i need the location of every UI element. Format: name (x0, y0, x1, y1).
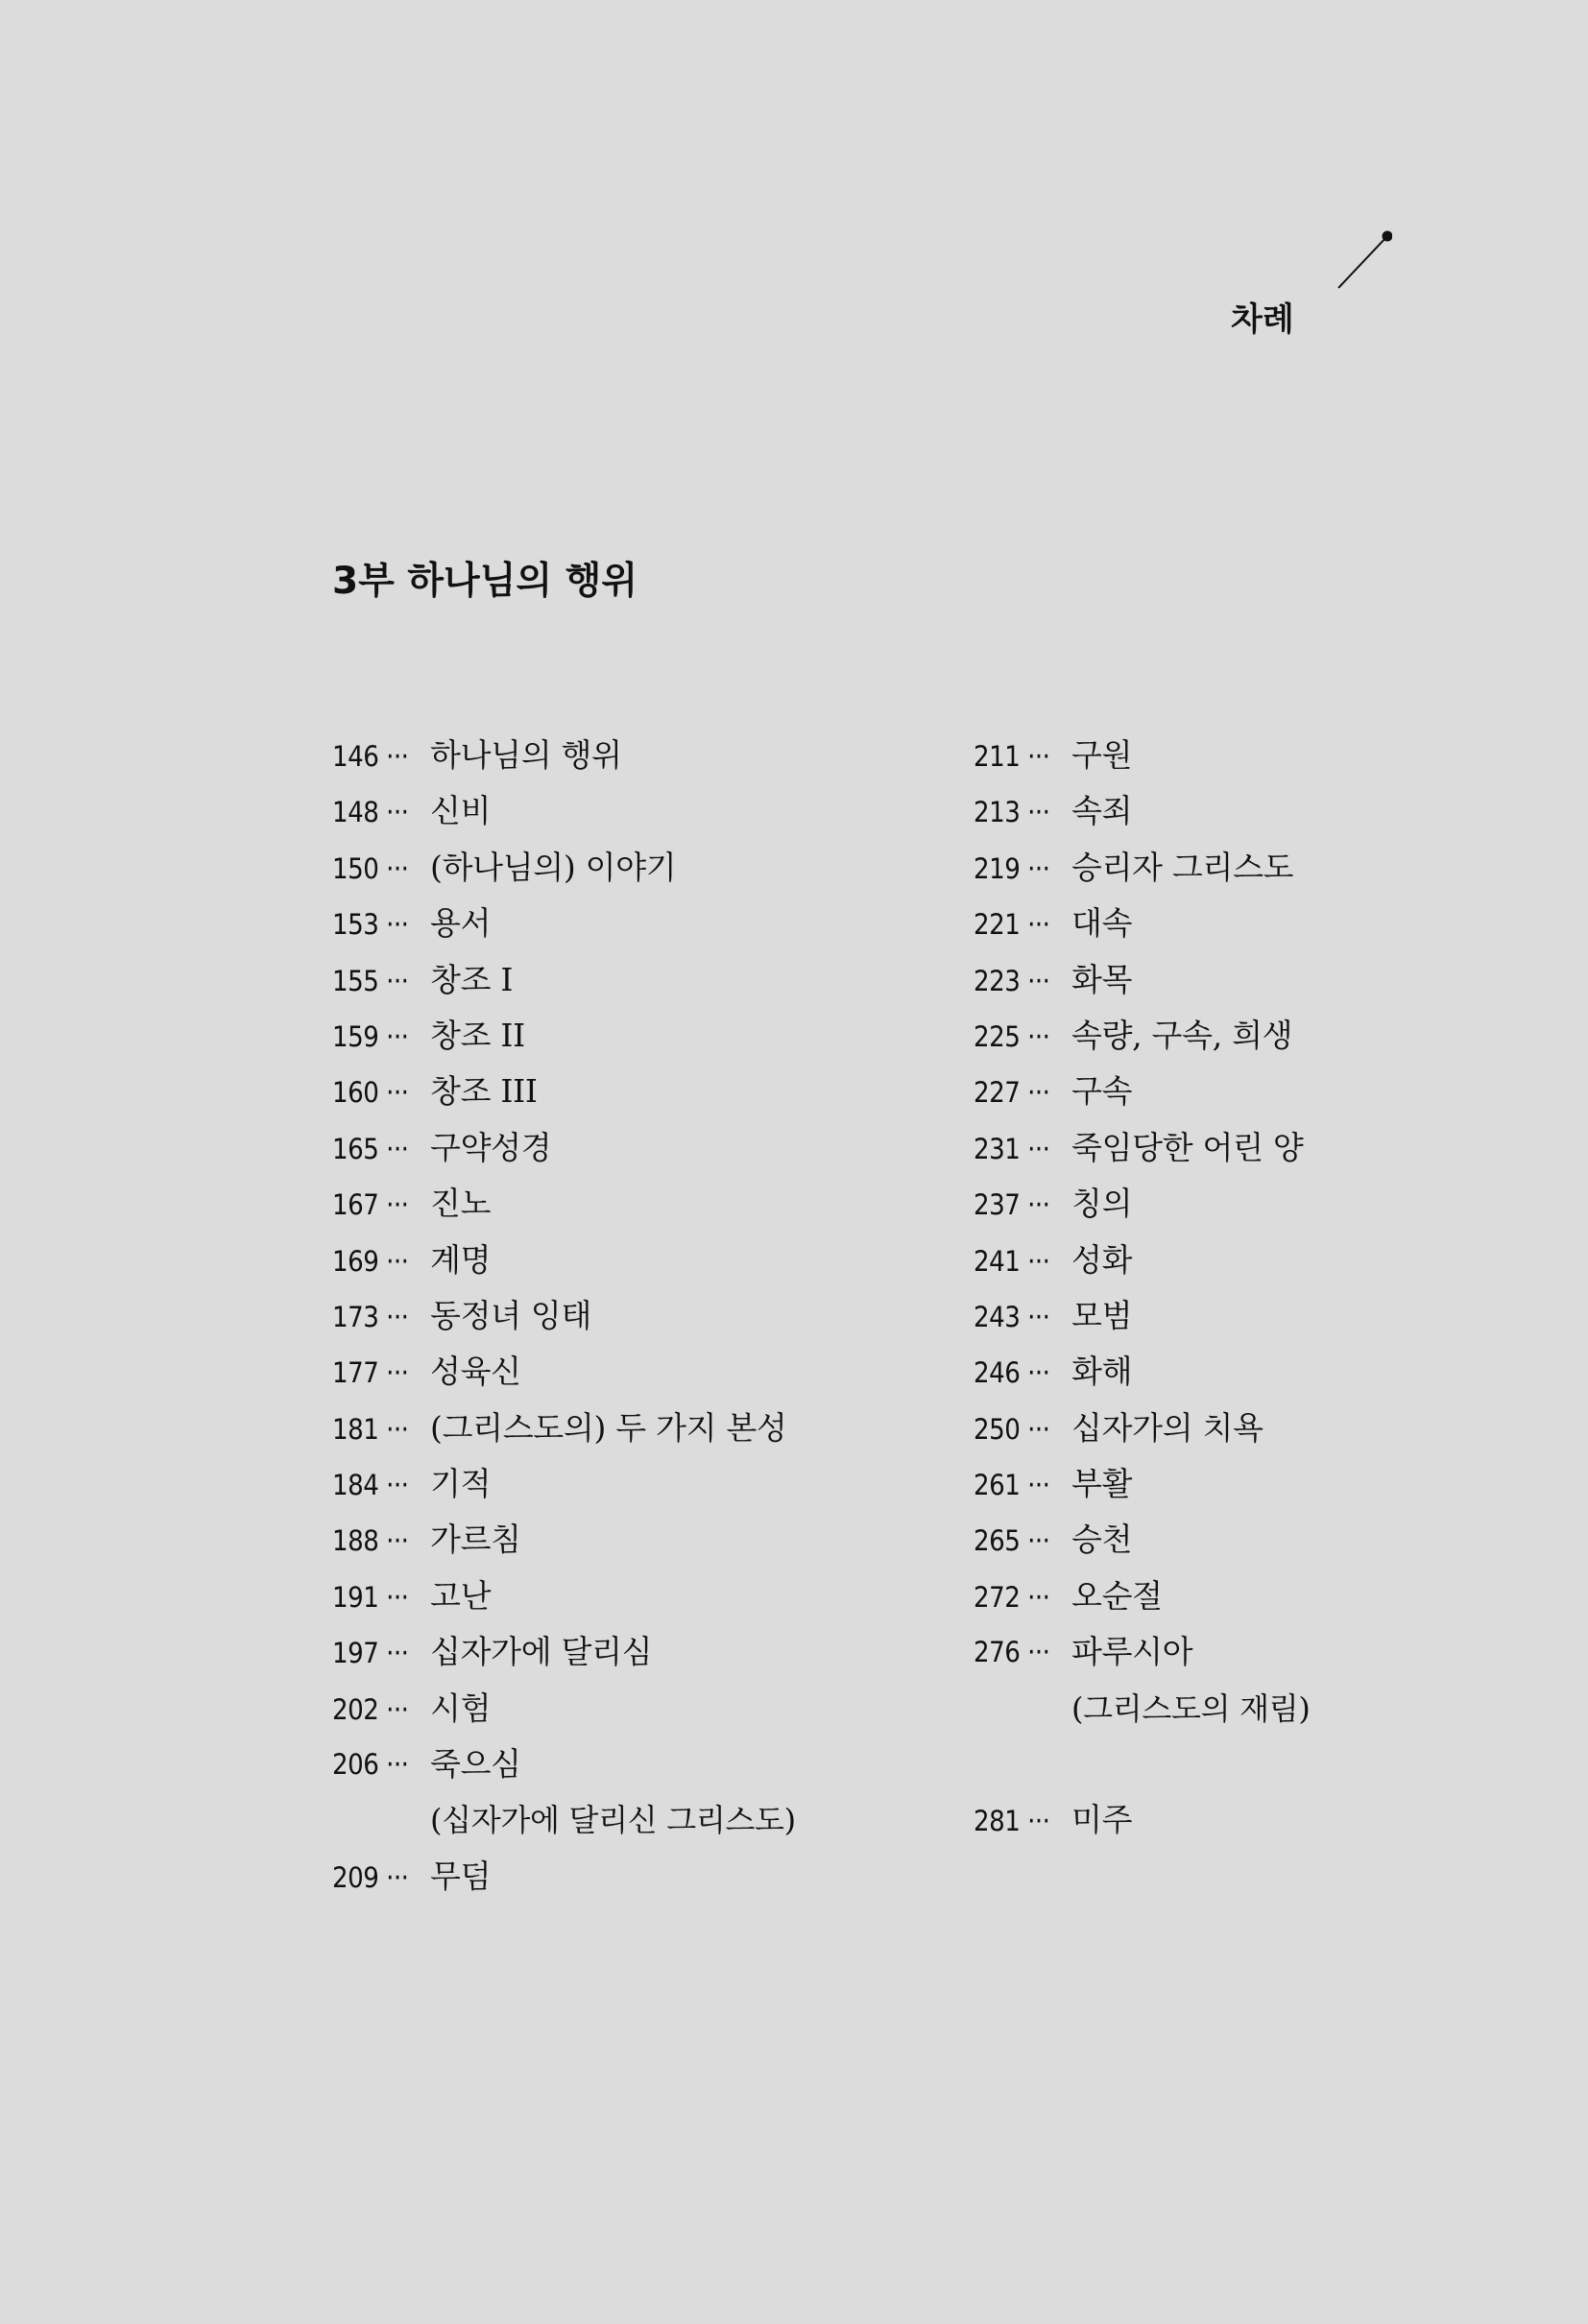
entry-title: 부활 (1071, 1465, 1133, 1503)
entry-title: 십자가의 치욕 (1071, 1408, 1263, 1447)
page-number: 181 ··· (332, 1412, 409, 1446)
toc-entry[interactable] (974, 1624, 1588, 1737)
toc-entry[interactable] (332, 840, 985, 896)
page-number: 221 ··· (974, 908, 1050, 942)
entry-title-group (430, 1624, 652, 1680)
toc-entry[interactable] (332, 896, 985, 951)
page-number: 243 ··· (974, 1300, 1050, 1333)
page-number: 165 ··· (332, 1132, 409, 1165)
page-number: 197 ··· (332, 1637, 409, 1670)
page-number: 241 ··· (974, 1244, 1050, 1278)
entry-title: 화목 (1071, 960, 1133, 998)
page-number: 191 ··· (332, 1580, 409, 1614)
toc-entry[interactable] (974, 728, 1588, 783)
entry-title: 속량, 구속, 희생 (1071, 1016, 1293, 1054)
toc-entry[interactable] (974, 1569, 1588, 1624)
entry-title: 죽으심 (430, 1745, 521, 1784)
toc-entry[interactable] (974, 1792, 1588, 1848)
page-number: 231 ··· (974, 1132, 1050, 1165)
entry-title: 십자가에 달리심 (430, 1633, 653, 1671)
page-number: 281 ··· (974, 1805, 1050, 1838)
entry-title: 대속 (1071, 904, 1133, 943)
entry-title: 창조 II (430, 1016, 525, 1054)
page-number: 150 ··· (332, 851, 409, 885)
page-number: 159 ··· (332, 1019, 409, 1053)
corner-line-dot-icon (1335, 228, 1392, 290)
entry-title: 무덤 (430, 1857, 492, 1895)
entry-title: (하나님의) 이야기 (430, 848, 677, 886)
toc-entry[interactable] (974, 1008, 1588, 1064)
entry-title: 가르침 (430, 1521, 521, 1559)
page-number: 246 ··· (974, 1356, 1050, 1390)
toc-entry[interactable] (332, 728, 985, 783)
entry-title-group (430, 1737, 796, 1849)
entry-title-group (1071, 840, 1293, 896)
toc-entry[interactable] (332, 1064, 985, 1119)
toc-entry[interactable] (332, 1737, 985, 1849)
toc-entry[interactable] (332, 1456, 985, 1512)
entry-title: 성육신 (430, 1353, 521, 1391)
entry-title-group (1071, 1344, 1132, 1400)
toc-entry[interactable] (332, 1569, 985, 1624)
page-number: 177 ··· (332, 1356, 409, 1390)
entry-title-group (430, 840, 676, 896)
page-number: 261 ··· (974, 1469, 1050, 1502)
toc-entry[interactable] (332, 1344, 985, 1400)
entry-title-group (1071, 1064, 1132, 1119)
entry-title: 하나님의 행위 (430, 736, 622, 774)
entry-title-group (430, 1176, 491, 1232)
entry-title-group (430, 1064, 538, 1119)
toc-entry[interactable] (974, 1401, 1588, 1456)
entry-title: 죽임당한 어린 양 (1071, 1128, 1304, 1166)
toc-entry[interactable] (974, 1512, 1588, 1568)
page-number: 227 ··· (974, 1076, 1050, 1110)
page-number: 167 ··· (332, 1188, 409, 1222)
entry-title-group (430, 1456, 491, 1512)
entry-title: 시험 (430, 1689, 492, 1727)
toc-entry[interactable] (974, 1456, 1588, 1512)
entry-title: 구약성경 (430, 1128, 552, 1166)
entry-title-group (430, 1344, 521, 1400)
entry-title-group (1071, 1512, 1132, 1568)
toc-entry[interactable] (332, 1233, 985, 1288)
toc-right-column (974, 728, 1588, 1849)
entry-title-group (1071, 896, 1132, 951)
entry-title: 계명 (430, 1240, 492, 1279)
page-number: 209 ··· (332, 1860, 409, 1894)
page-number: 184 ··· (332, 1469, 409, 1502)
page-number: 206 ··· (332, 1748, 409, 1782)
entry-title: 진노 (430, 1185, 492, 1223)
entry-title-group (430, 1512, 521, 1568)
page-number: 213 ··· (974, 796, 1050, 829)
entry-title-group (430, 896, 491, 951)
entry-title-group (1071, 1008, 1292, 1064)
entry-title-group (430, 1569, 491, 1624)
entry-title: 기적 (430, 1465, 492, 1503)
toc-entry[interactable] (332, 1512, 985, 1568)
toc-entry[interactable] (332, 1120, 985, 1176)
entry-title-group (1071, 1401, 1263, 1456)
entry-subtitle: (십자가에 달리신 그리스도) (430, 1802, 796, 1839)
entry-title: 용서 (430, 904, 492, 943)
page-number: 276 ··· (974, 1636, 1050, 1669)
toc-entry[interactable] (974, 1120, 1588, 1176)
entry-title-group (1071, 952, 1132, 1008)
entry-title: (그리스도의) 두 가지 본성 (430, 1408, 787, 1447)
toc-spacer (974, 1737, 1588, 1792)
page-number: 146 ··· (332, 740, 409, 773)
entry-title: 오순절 (1071, 1576, 1163, 1615)
entry-title-group (430, 1008, 525, 1064)
entry-title-group (1071, 1288, 1132, 1344)
page-number: 211 ··· (974, 740, 1050, 773)
page-number: 250 ··· (974, 1412, 1050, 1446)
entry-title-group (430, 952, 513, 1008)
toc-entry[interactable] (332, 1681, 985, 1737)
entry-title-group (1071, 1792, 1132, 1848)
page-number: 219 ··· (974, 851, 1050, 885)
entry-title: 화해 (1071, 1353, 1133, 1391)
entry-title-group (430, 1401, 787, 1456)
page-number: 202 ··· (332, 1692, 409, 1726)
page-number: 225 ··· (974, 1019, 1050, 1053)
page-number: 188 ··· (332, 1524, 409, 1558)
page-number: 237 ··· (974, 1188, 1050, 1222)
page-number: 272 ··· (974, 1580, 1050, 1614)
toc-entry[interactable] (974, 952, 1588, 1008)
entry-title-group (430, 1681, 491, 1737)
toc-entry[interactable] (332, 1176, 985, 1232)
entry-title-group (1071, 1176, 1132, 1232)
toc-entry[interactable] (332, 952, 985, 1008)
entry-title-group (430, 1233, 491, 1288)
page-number: 169 ··· (332, 1244, 409, 1278)
entry-title: 구속 (1071, 1072, 1133, 1111)
entry-title-group (1071, 1624, 1311, 1737)
page-number: 148 ··· (332, 796, 409, 829)
entry-title: 동정녀 잉태 (430, 1296, 592, 1334)
entry-title: 파루시아 (1071, 1633, 1193, 1671)
toc-entry[interactable] (332, 1624, 985, 1680)
toc-entry[interactable] (974, 1288, 1588, 1344)
entry-title: 성화 (1071, 1240, 1133, 1279)
entry-title-group (1071, 1233, 1132, 1288)
entry-title-group (430, 1120, 551, 1176)
entry-title: 속죄 (1071, 792, 1133, 830)
entry-title-group (1071, 783, 1132, 839)
entry-title: 칭의 (1071, 1185, 1133, 1223)
toc-entry[interactable] (974, 1176, 1588, 1232)
page-number: 173 ··· (332, 1300, 409, 1333)
page-number: 265 ··· (974, 1524, 1050, 1558)
toc-entry[interactable] (974, 1233, 1588, 1288)
toc-entry[interactable] (332, 1849, 985, 1905)
entry-title-group (1071, 728, 1132, 783)
toc-entry[interactable] (332, 1401, 985, 1456)
toc-entry[interactable] (974, 896, 1588, 951)
entry-title-group (1071, 1569, 1163, 1624)
entry-subtitle: (그리스도의 재림) (1071, 1689, 1311, 1727)
entry-title: 승리자 그리스도 (1071, 848, 1294, 886)
toc-entry[interactable] (332, 1288, 985, 1344)
page-number: 160 ··· (332, 1076, 409, 1110)
entry-title-group (1071, 1456, 1132, 1512)
toc-entry[interactable] (974, 1344, 1588, 1400)
entry-title: 구원 (1071, 736, 1133, 774)
entry-title: 신비 (430, 792, 492, 830)
entry-title: 창조 I (430, 960, 514, 998)
toc-left-column (332, 728, 985, 1905)
entry-title-group (430, 728, 622, 783)
entry-title: 승천 (1071, 1521, 1133, 1559)
entry-title: 고난 (430, 1576, 492, 1615)
toc-entry[interactable] (974, 1064, 1588, 1119)
entry-title: 미주 (1071, 1801, 1133, 1839)
toc-entry[interactable] (332, 1008, 985, 1064)
entry-title-group (430, 783, 491, 839)
contents-heading: 차례 (1231, 300, 1294, 339)
entry-title-group (1071, 1120, 1303, 1176)
page-number: 223 ··· (974, 964, 1050, 997)
toc-entry[interactable] (332, 783, 985, 839)
entry-title: 창조 III (430, 1072, 538, 1111)
toc-entry[interactable] (974, 840, 1588, 896)
page-number: 153 ··· (332, 908, 409, 942)
page-number: 155 ··· (332, 964, 409, 997)
entry-title-group (430, 1288, 591, 1344)
part-title: 3부 하나님의 행위 (332, 560, 638, 603)
entry-title-group (430, 1849, 491, 1905)
toc-entry[interactable] (974, 783, 1588, 839)
entry-title: 모범 (1071, 1296, 1133, 1334)
